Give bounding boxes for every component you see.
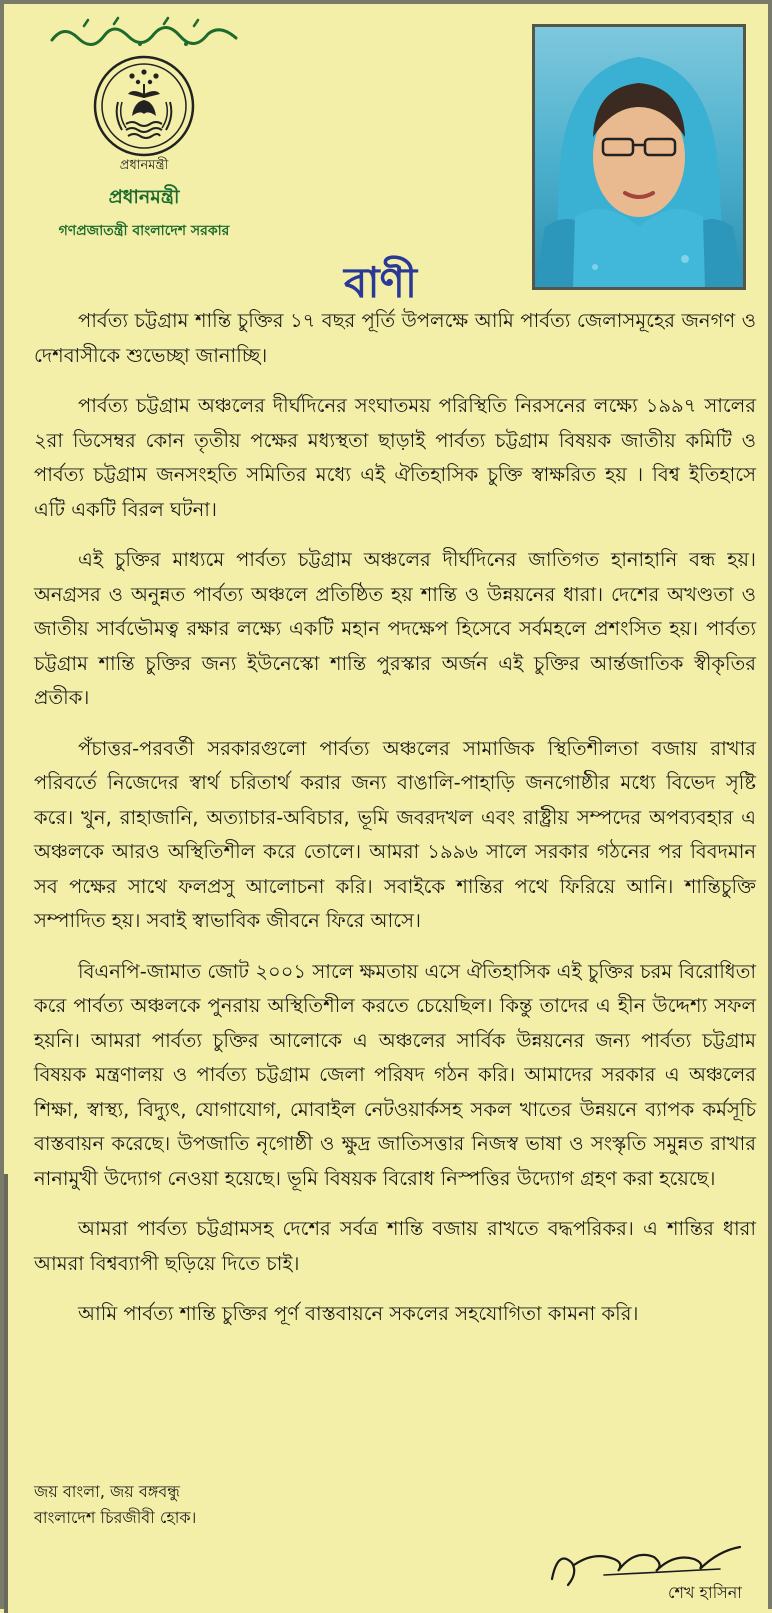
message-title: বাণী — [344, 258, 417, 307]
government-emblem-icon — [92, 54, 196, 158]
bismillah-calligraphy — [44, 14, 244, 50]
pm-crest-block — [44, 14, 244, 243]
paragraph-7: আমি পার্বত্য শান্তি চুক্তির পূর্ণ বাস্তবায়নে সকলের সহযোগিতা কামনা করি। — [78, 1302, 639, 1325]
emblem-caption: প্রধানমন্ত্রী — [119, 158, 169, 173]
office-title: প্রধানমন্ত্রী — [108, 186, 180, 208]
closing-lines — [34, 1479, 196, 1531]
paragraph-3: এই চুক্তির মাধ্যমে পার্বত্য চট্টগ্রাম অঞ্চলের দীর্ঘদিনের জাতিগত হানাহানি বন্ধ হয়। অনগ্রসর ও অনুন্নত পার্বত্য অঞ্চলে প্রতিষ্ঠিত হয় শান্তি ও উন্নয়নের ধারা। দেশের অখণ্ডতা ও জাতীয় সার্বভৌমত্ব রক্ষার লক্ষ্যে একটি মহান পদক্ষেপ হিসেবে সর্বমহলে প্রশংসিত হয়। পার্বত্য চট্টগ্রাম শান্তি চুক্তির জন্য ইউনেস্কো শান্তি পুরস্কার অর্জন এই চুক্তির আর্ন্তজাতিক স্বীকৃতির প্রতীক। — [34, 548, 756, 709]
paragraph-5: বিএনপি-জামাত জোট ২০০১ সালে ক্ষমতায় এসে ঐতিহাসিক এই চুক্তির চরম বিরোধিতা করে পার্বত্য অঞ্চলকে পুনরায় অস্থিতিশীল করতে চেয়েছিল। কিন্তু তাদের এ হীন উদ্দেশ্য সফল হয়নি। আমরা পার্বত্য চুক্তির আলোকে এ অঞ্চলের সার্বিক উন্নয়নের জন্য পার্বত্য চট্টগ্রাম বিষয়ক মন্ত্রণালয় ও পার্বত্য চট্টগ্রাম জেলা পরিষদ গঠন করি। আমাদের সরকার এ অঞ্চলের শিক্ষা, স্বাস্থ্য, বিদ্যুৎ, যোগাযোগ, মোবাইল নেটওয়ার্কসহ সকল খাতের উন্নয়নে ব্যাপক কর্মসূচি বাস্তবায়ন করেছে। উপজাতি নৃগোষ্ঠী ও ক্ষুদ্র জাতিসত্তার নিজস্ব ভাষা ও সংস্কৃতি সমুন্নত রাখার নানামুখী উদ্যোগ নেওয়া হয়েছে। ভূমি বিষয়ক বিরোধ নিস্পত্তির উদ্যোগ গ্রহণ করা হয়েছে। — [34, 959, 756, 1190]
paragraph-1: পার্বত্য চট্টগ্রাম শান্তি চুক্তির ১৭ বছর পূর্তি উপলক্ষে আমি পার্বত্য জেলাসমূহের জনগণ ও দেশবাসীকে শুভেচ্ছা জানাচ্ছি। — [34, 309, 756, 367]
paragraph-4: পঁচাত্তর-পরবর্তী সরকারগুলো পার্বত্য অঞ্চলের সামাজিক স্থিতিশীলতা বজায় রাখার পরিবর্তে নিজেদের স্বার্থ চরিতার্থ করার জন্য বাঙালি-পাহাড়ি জনগোষ্ঠীর মধ্যে বিভেদ সৃষ্টি করে। খুন, রাহাজানি, অত্যাচার-অবিচার, ভূমি জবরদখল এবং রাষ্ট্রীয় সম্পদের অপব্যবহার এ অঞ্চলকে আরও অস্থিতিশীল করে তোলে। আমরা ১৯৯৬ সালে সরকার গঠনের পর বিবদমান সব পক্ষের সাথে ফলপ্রসু আলোচনা করি। সবাইকে শান্তির পথে ফিরিয়ে আনি। শান্তিচুক্তি সম্পাদিত হয়। সবাই স্বাভাবিক জীবনে ফিরে আসে। — [34, 736, 756, 932]
closing-slogan: জয় বাংলা, জয় বঙ্গবন্ধু — [34, 1482, 180, 1501]
signatory-name: শেখ হাসিনা — [668, 1583, 742, 1602]
closing-wish: বাংলাদেশ চিরজীবী হোক। — [34, 1508, 197, 1527]
paragraph-2: পার্বত্য চট্টগ্রাম অঞ্চলের দীর্ঘদিনের সংঘাতময় পরিস্থিতি নিরসনের লক্ষ্যে ১৯৯৭ সালের ২রা ডিসেম্বর কোন তৃতীয় পক্ষের মধ্যস্থতা ছাড়াই পার্বত্য চট্টগ্রাম বিষয়ক জাতীয় কমিটি ও পার্বত্য চট্টগ্রাম জনসংহতি সমিতির মধ্যে এই ঐতিহাসিক চুক্তি স্বাক্ষরিত হয় । বিশ্ব ইতিহাসে এটি একটি বিরল ঘটনা। — [34, 394, 756, 521]
left-border-rule — [4, 1174, 8, 1613]
portrait-photo — [532, 24, 746, 290]
government-title: গণপ্রজাতন্ত্রী বাংলাদেশ সরকার — [58, 223, 230, 239]
paragraph-6: আমরা পার্বত্য চট্টগ্রামসহ দেশের সর্বত্র শান্তি বজায় রাখতে বদ্ধপরিকর। এ শান্তির ধারা আমরা বিশ্বব্যাপী ছড়িয়ে দিতে চাই। — [34, 1217, 756, 1275]
message-body — [34, 304, 756, 1348]
